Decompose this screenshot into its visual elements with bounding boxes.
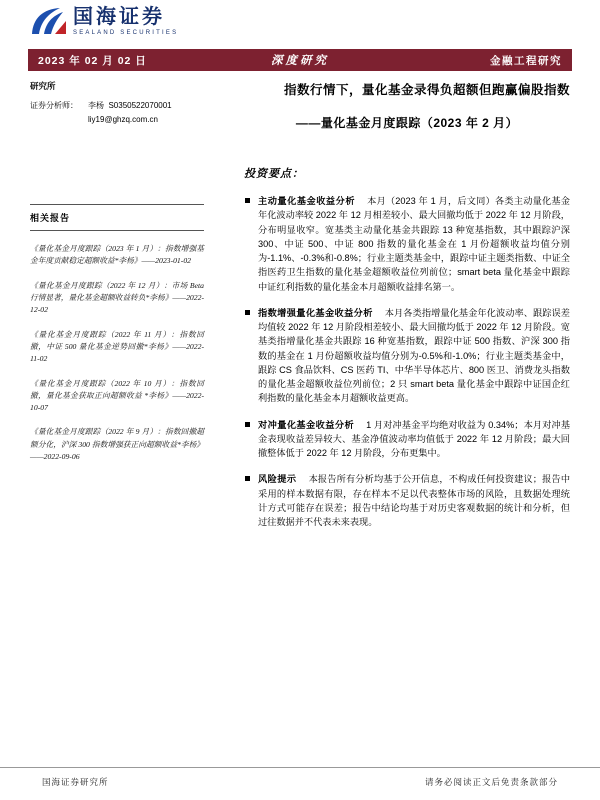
related-report-item: 《量化基金月度跟踪（2022 年 11 月）：指数回撤，中证 500 量化基金逆势回撤*李杨》——2022-11-02 [30,329,204,364]
analyst-id: S0350522070001 [108,100,172,110]
bullet-square-icon [245,476,250,481]
page-footer [0,776,600,788]
sealand-logo-icon [30,6,66,36]
highlight-item-risk-warning [244,472,570,529]
report-category: 金融工程研究 [490,54,562,67]
analyst-name: 李杨 [88,100,104,110]
bullet-square-icon [245,198,250,203]
highlight-item-active-quant [244,194,570,294]
footer-institute: 国海证券研究所 [42,777,109,787]
analyst-label: 证券分析师： [30,100,78,110]
related-report-item: 《量化基金月度跟踪（2022 年 9 月）：指数回撤超额分化，沪深 300 指数增强获正向超额收益*李杨》——2022-09-06 [30,427,204,462]
related-report-item: 《量化基金月度跟踪（2023 年 1 月）：指数增强基金年度贡献稳定超额收益*李杨》——2023-01-02 [30,244,204,266]
related-report-item: 《量化基金月度跟踪（2022 年 12 月）：市场 Beta 行情显著，量化基金超额收益转负*李杨》——2022-12-02 [30,280,204,315]
bullet-body: 1 月对冲基金平均绝对收益为 0.34%；本月对冲基金表现收益差异较大、基金净值波动率均值低于 2022 年 12 月阶段；最大回撤整体低于 2022 年 12 月阶段，分布更集中。 [258,419,571,458]
investment-highlights-label: 投资要点： [244,168,304,180]
related-reports [30,204,204,475]
report-title: 指数行情下，量化基金录得负超额但跑赢偏股指数 [283,83,570,97]
bullet-body: 本报告所有分析均基于公开信息，不构成任何投资建议；报告中采用的样本数据有限，存在样本不足以代表整体市场的风险，且数据处理统计方式可能存在误差；报告中结论均基于对历史客观数据的统计和分析，但过往数据并不代表未来表现。 [258,474,571,527]
brand-name-en: SEALAND SECURITIES [73,30,179,36]
analyst-email: liy19@ghzq.com.cn [88,114,158,124]
header-bar [28,49,572,71]
highlight-item-index-enhanced [244,306,570,406]
bullet-heading: 指数增强量化基金收益分析 [258,307,373,318]
bullet-heading: 对冲量化基金收益分析 [258,419,355,430]
report-subtitle: ——量化基金月度跟踪（2023 年 2 月） [295,116,519,130]
brand-name-cn: 国海证券 [73,6,165,28]
related-reports-title: 相关报告 [30,204,204,231]
analyst-info [30,80,204,126]
bullet-heading: 风险提示 [258,474,297,485]
related-report-item: 《量化基金月度跟踪（2022 年 10 月）：指数回撤，量化基金获取正向超额收益 *李杨》——2022-10-07 [30,378,204,413]
highlights-list [244,194,570,529]
footer-disclaimer: 请务必阅读正文后免责条款部分 [424,777,558,787]
analyst-name-id [88,100,204,112]
bullet-square-icon [245,422,250,427]
highlight-item-hedge-quant [244,418,570,461]
report-body [244,80,570,541]
dept-label: 研究所 [30,81,56,91]
brand-logo [30,6,178,36]
bullet-body: 本月（2023 年 1 月，后文同）各类主动量化基金年化波动率较 2022 年 12 月相差较小、最大回撤均低于 2022 年 12 月阶段，分布明显收窄。宽基类主动量化基金共跟踪 13 种宽基指数，其中跟踪沪深 300、中证 500、中证 800 指数的量化基金在 1 月份超额收益均值分别为-1.1%、-0.3%和-0.8%；行业主题类基金中，跟踪中证主题类指数、中证全指医药卫生指数的量化基金超额收益位列前位；smart beta 量化基金中跟踪中证红利指数的量化基金本月超额收益排名第一。 [258,196,570,292]
report-date: 2023 年 02 月 02 日 [38,54,147,67]
bullet-square-icon [245,310,250,315]
footer-divider [0,767,600,768]
bullet-body: 本月各类指增量化基金年化波动率、跟踪误差均值较 2022 年 12 月阶段相差较小、最大回撤均低于 2022 年 12 月阶段。宽基类指增量化基金共跟踪 16 种宽基指数，跟踪中证 500 指数、沪深 300 指数的基金在 1 月份超额收益均值分别为-0.5%和-1.0%；行业主题类基金中，跟踪 CS 食品饮料、CS 医药 TI、中华半导体芯片、800 医卫、消费龙头指数的量化基金超额收益位列前位；2 只 smart beta 量化基金中跟踪中证国企红利指数的量化基金本月超额收益更高。 [258,307,570,404]
bullet-heading: 主动量化基金收益分析 [258,196,356,206]
report-type: 深度研究 [271,55,329,67]
